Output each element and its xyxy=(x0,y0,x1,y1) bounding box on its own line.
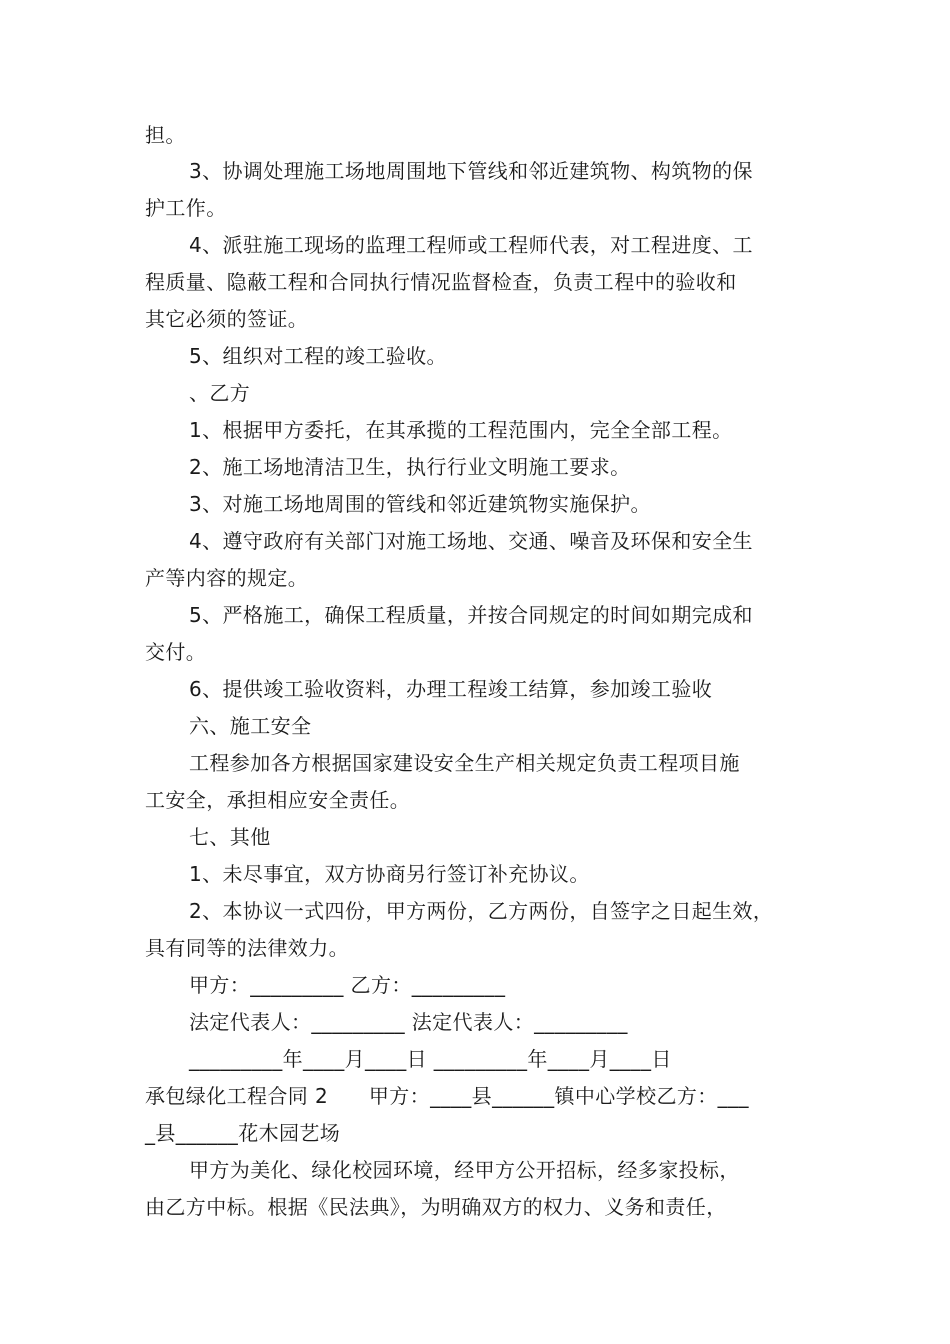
date-line: _________年____月____日 _________年____月____日 xyxy=(189,1047,672,1071)
text-line: 4、遵守政府有关部门对施工场地、交通、噪音及环保和安全生 xyxy=(189,529,753,553)
text-line: 其它必须的签证。 xyxy=(145,307,309,331)
text-line: 产等内容的规定。 xyxy=(145,566,309,590)
text-line: 交付。 xyxy=(145,640,207,664)
representative-line: 法定代表人：_________ 法定代表人：_________ xyxy=(189,1010,628,1034)
text-line: _县______花木园艺场 xyxy=(145,1121,341,1145)
text-line: 由乙方中标。根据《民法典》，为明确双方的权力、义务和责任， xyxy=(145,1195,727,1219)
text-line: 3、对施工场地周围的管线和邻近建筑物实施保护。 xyxy=(189,492,651,516)
section-heading: 六、施工安全 xyxy=(189,714,312,738)
text-line: 1、未尽事宜，双方协商另行签订补充协议。 xyxy=(189,862,590,886)
text-line: 3、协调处理施工场地周围地下管线和邻近建筑物、构筑物的保 xyxy=(189,159,753,183)
text-line: 1、根据甲方委托，在其承揽的工程范围内，完全全部工程。 xyxy=(189,418,733,442)
text-line: 工安全，承担相应安全责任。 xyxy=(145,788,411,812)
section-heading: 七、其他 xyxy=(189,825,271,849)
text-line: 2、施工场地清洁卫生，执行行业文明施工要求。 xyxy=(189,455,631,479)
contract-title-line: 承包绿化工程合同 2 甲方：____县______镇中心学校乙方：___ xyxy=(145,1084,749,1108)
text-line: 护工作。 xyxy=(145,196,227,220)
text-line: 甲方为美化、绿化校园环境，经甲方公开招标，经多家投标， xyxy=(189,1158,740,1182)
text-line: 5、严格施工，确保工程质量，并按合同规定的时间如期完成和 xyxy=(189,603,753,627)
text-line: 5、组织对工程的竣工验收。 xyxy=(189,344,447,368)
section-heading: 、乙方 xyxy=(189,381,251,405)
text-line: 具有同等的法律效力。 xyxy=(145,936,349,960)
text-line: 工程参加各方根据国家建设安全生产相关规定负责工程项目施 xyxy=(189,751,740,775)
text-line: 4、派驻施工现场的监理工程师或工程师代表，对工程进度、工 xyxy=(189,233,753,257)
signature-line: 甲方：_________ 乙方：_________ xyxy=(189,973,506,997)
text-line: 程质量、隐蔽工程和合同执行情况监督检查，负责工程中的验收和 xyxy=(145,270,737,294)
text-line: 6、提供竣工验收资料，办理工程竣工结算，参加竣工验收 xyxy=(189,677,713,701)
text-line: 担。 xyxy=(145,123,186,147)
text-line: 2、本协议一式四份，甲方两份，乙方两份，自签字之日起生效， xyxy=(189,899,774,923)
